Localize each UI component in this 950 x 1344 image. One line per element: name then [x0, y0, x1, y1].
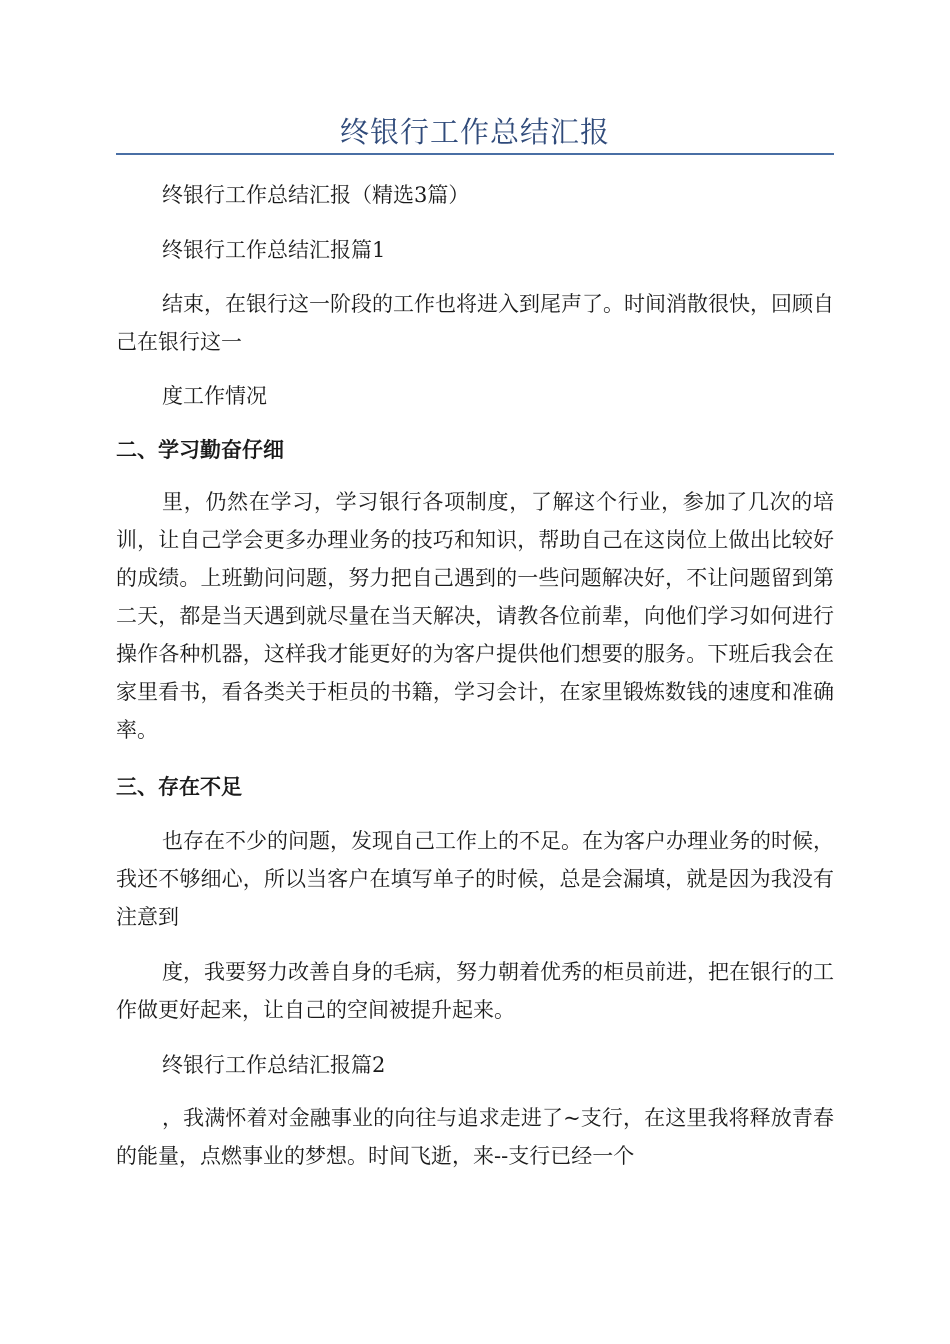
- paragraph-section-1: 终银行工作总结汇报篇1: [162, 238, 386, 262]
- heading-shortcomings: 三、存在不足: [116, 775, 242, 799]
- paragraph-shortcomings: 也存在不少的问题，发现自己工作上的不足。在为客户办理业务的时候，我还不够细心，所以当客户在填写单子的时候，总是会漏填，就是因为我没有注意到: [116, 829, 834, 929]
- paragraph-section-2-body: ，我满怀着对金融事业的向往与追求走进了~支行，在这里我将释放青春的能量，点燃事业的梦想。时间飞逝，来--支行已经一个: [116, 1106, 834, 1168]
- paragraph-section-2: 终银行工作总结汇报篇2: [162, 1053, 386, 1077]
- heading-study: 二、学习勤奋仔细: [116, 438, 284, 462]
- paragraph-work-status: 度工作情况: [162, 384, 267, 408]
- document-title: 终银行工作总结汇报: [339, 115, 610, 149]
- paragraph-subtitle: 终银行工作总结汇报（精选3篇）: [162, 183, 470, 207]
- paragraph-intro: 结束，在银行这一阶段的工作也将进入到尾声了。时间消散很快，回顾自己在银行这一: [116, 292, 834, 354]
- paragraph-study: 里，仍然在学习，学习银行各项制度，了解这个行业，参加了几次的培训，让自己学会更多办理业务的技巧和知识，帮助自己在这岗位上做出比较好的成绩。上班勤问问题，努力把自己遇到的一些问题解决好，不让问题留到第二天，都是当天遇到就尽量在当天解决，请教各位前辈，向他们学习如何进行操作各种机器，这样我才能更好的为客户提供他们想要的服务。下班后我会在家里看书，看各类关于柜员的书籍，学习会计，在家里锻炼数钱的速度和准确率。: [116, 490, 834, 742]
- paragraph-improvement: 度，我要努力改善自身的毛病，努力朝着优秀的柜员前进，把在银行的工作做更好起来，让自己的空间被提升起来。: [116, 960, 834, 1022]
- title-underline: [116, 153, 834, 155]
